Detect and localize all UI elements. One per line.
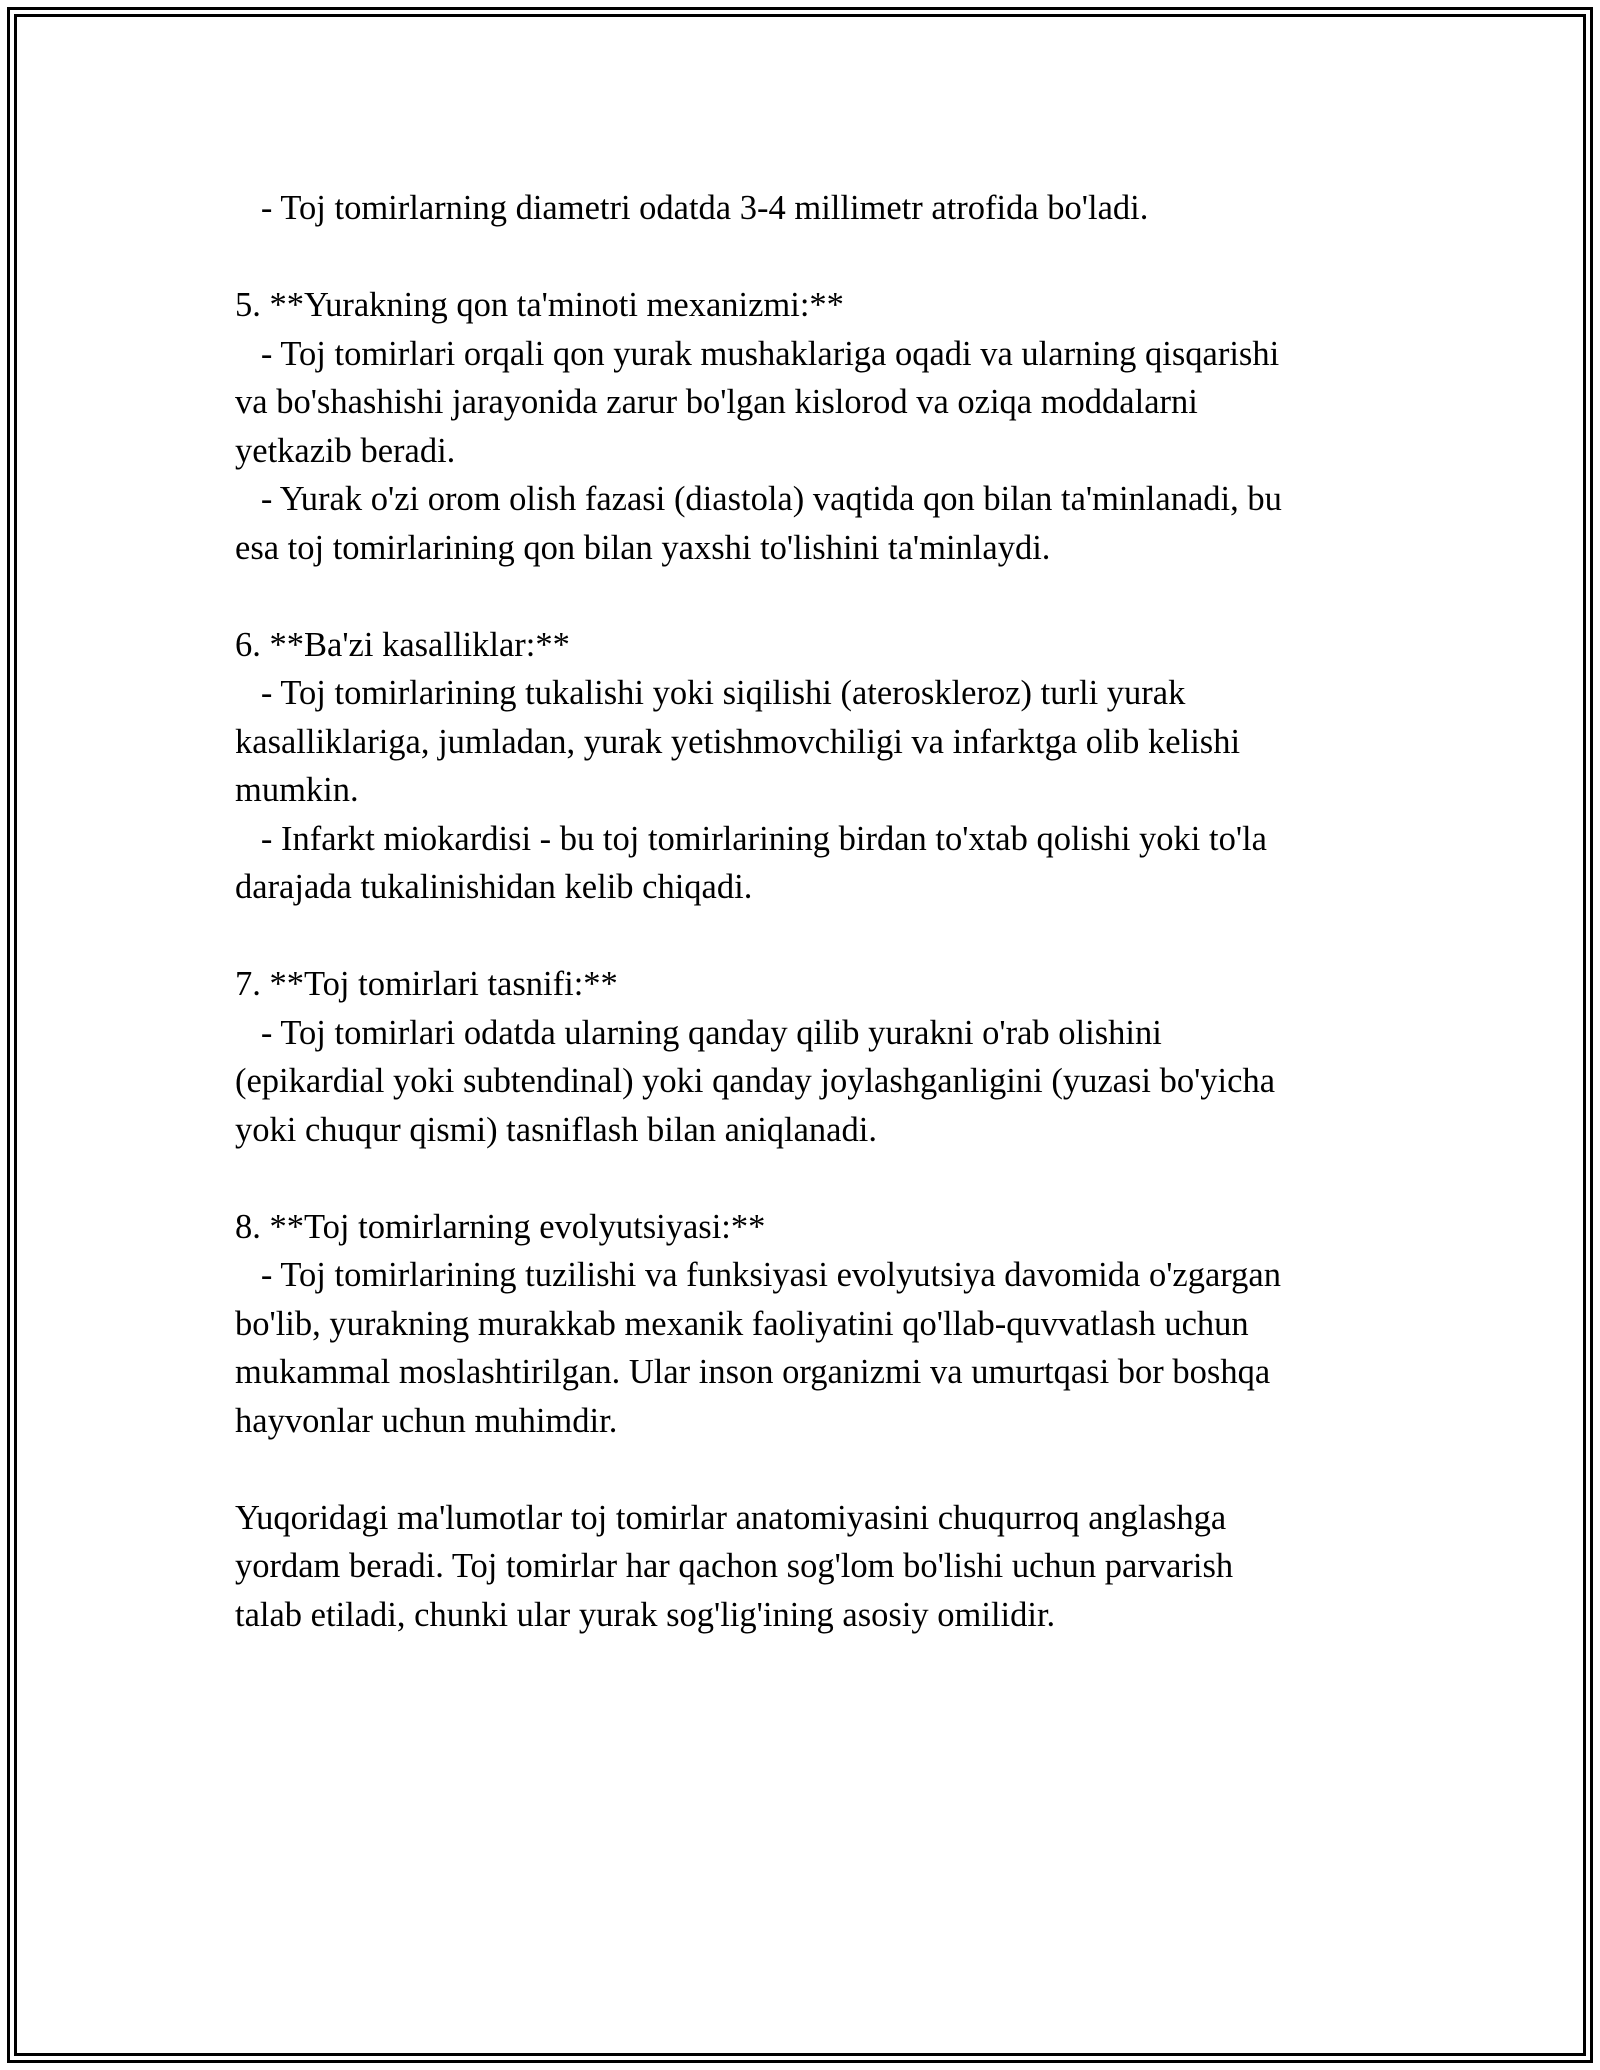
text-line: Yuqoridagi ma'lumotlar toj tomirlar anatomiyasini chuqurroq anglashga (235, 1498, 1227, 1537)
paragraph-p-section7 (235, 960, 1365, 1154)
text-line: - Toj tomirlari orqali qon yurak mushaklariga oqadi va ularning qisqarishi (235, 334, 1280, 373)
text-line: kasalliklariga, jumladan, yurak yetishmovchiligi va infarktga olib kelishi (235, 722, 1241, 761)
text-line: bo'lib, yurakning murakkab mexanik faoliyatini qo'llab-quvvatlash uchun (235, 1304, 1249, 1343)
document-body (235, 184, 1365, 1639)
text-line: 8. **Toj tomirlarning evolyutsiyasi:** (235, 1207, 766, 1246)
text-line: 5. **Yurakning qon ta'minoti mexanizmi:** (235, 286, 844, 324)
text-line: - Yurak o'zi orom olish fazasi (diastola) vaqtida qon bilan ta'minlanadi, bu (235, 480, 1282, 518)
text-line: yetkazib beradi. (235, 431, 456, 470)
text-line: - Toj tomirlari odatda ularning qanday qilib yurakni o'rab olishini (235, 1013, 1162, 1052)
text-line: - Toj tomirlarining tukalishi yoki siqilishi (ateroskleroz) turli yurak (235, 674, 1186, 712)
text-line: mukammal moslashtirilgan. Ular inson organizmi va umurtqasi bor boshqa (235, 1353, 1271, 1391)
paragraph-spacer (235, 912, 1365, 961)
paragraph-spacer (235, 572, 1365, 621)
text-line: - Toj tomirlarning diametri odatda 3-4 millimetr atrofida bo'ladi. (235, 189, 1149, 227)
text-line: talab etiladi, chunki ular yurak sog'lig'ining asosiy omilidir. (235, 1595, 1056, 1634)
text-line: darajada tukalinishidan kelib chiqadi. (235, 868, 753, 906)
text-line: - Infarkt miokardisi - bu toj tomirlarining birdan to'xtab qolishi yoki to'la (235, 819, 1267, 858)
text-line: - Toj tomirlarining tuzilishi va funksiyasi evolyutsiya davomida o'zgargan (235, 1256, 1281, 1294)
text-line: yordam beradi. Toj tomirlar har qachon sog'lom bo'lishi uchun parvarish (235, 1547, 1234, 1585)
paragraph-spacer (235, 1154, 1365, 1203)
text-line: va bo'shashishi jarayonida zarur bo'lgan kislorod va oziqa moddalarni (235, 383, 1198, 421)
paragraph-p-section5 (235, 281, 1365, 572)
text-line: 7. **Toj tomirlari tasnifi:** (235, 965, 618, 1003)
paragraph-p-conclusion (235, 1494, 1365, 1640)
paragraph-spacer (235, 1445, 1365, 1494)
text-line: mumkin. (235, 771, 359, 809)
text-line: yoki chuqur qismi) tasniflash bilan aniqlanadi. (235, 1110, 877, 1149)
text-line: 6. **Ba'zi kasalliklar:** (235, 625, 570, 664)
text-line: hayvonlar uchun muhimdir. (235, 1401, 618, 1440)
text-line: esa toj tomirlarining qon bilan yaxshi to'lishini ta'minlaydi. (235, 528, 1051, 567)
paragraph-p-section6 (235, 621, 1365, 912)
paragraph-spacer (235, 233, 1365, 282)
paragraph-p-diameter (235, 184, 1365, 233)
paragraph-p-section8 (235, 1203, 1365, 1446)
text-line: (epikardial yoki subtendinal) yoki qanday joylashganligini (yuzasi bo'yicha (235, 1062, 1276, 1100)
